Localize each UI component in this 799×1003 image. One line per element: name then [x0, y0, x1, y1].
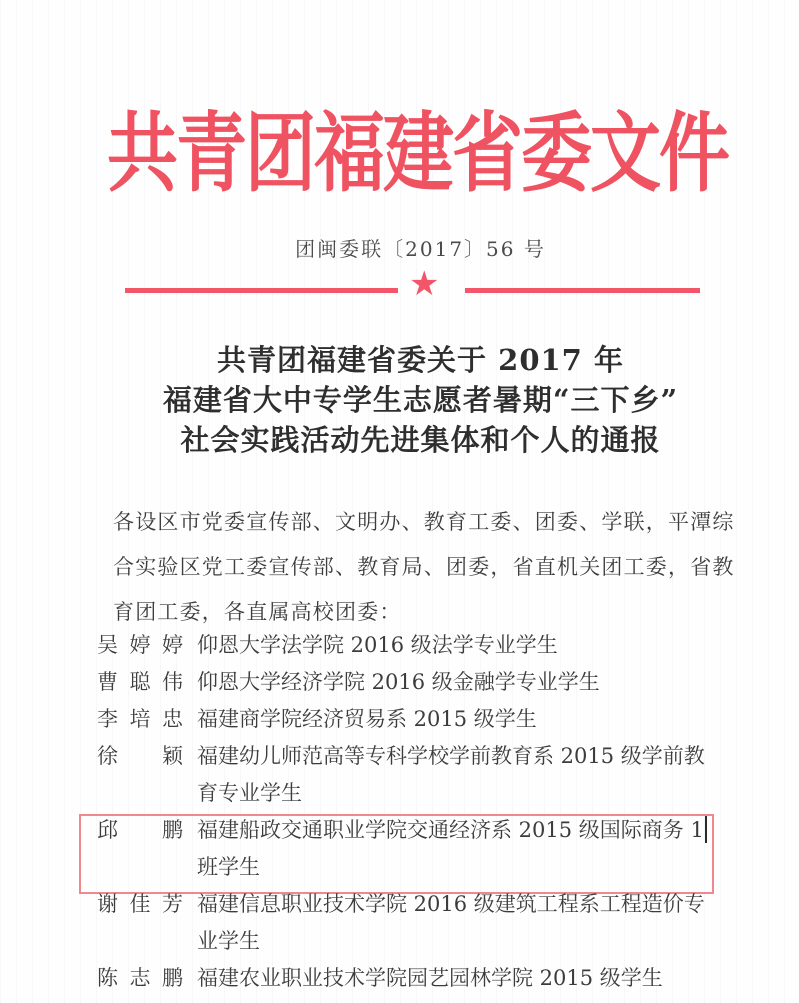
star-icon: ★ — [409, 264, 440, 304]
awardee-name: 谢佳芳 — [97, 892, 183, 916]
text-cursor-icon[interactable] — [705, 814, 707, 843]
desc-line: 仰恩大学法学院 2016 级法学专业学生 — [197, 633, 558, 657]
awardee-name: 陈志鹏 — [97, 966, 183, 990]
rule-line-right — [465, 288, 700, 293]
awardee-desc — [197, 738, 737, 812]
list-item — [97, 701, 742, 738]
desc-line: 班学生 — [197, 855, 260, 879]
doc-number-text: 团闽委联〔2017〕56 号 — [295, 237, 546, 261]
letterhead — [0, 84, 799, 204]
list-item — [97, 886, 742, 960]
list-item — [97, 627, 742, 664]
addressee-line: 育团工委，各直属高校团委： — [113, 600, 402, 624]
awardee-desc — [197, 886, 737, 960]
desc-line: 育专业学生 — [197, 781, 302, 805]
desc-line: 福建农业职业技术学院园艺园林学院 2015 级学生 — [197, 966, 663, 990]
awardee-desc — [197, 627, 737, 664]
document-title-line-3: 社会实践活动先进集体和个人的通报 — [180, 423, 661, 457]
doc-number — [0, 233, 799, 262]
desc-line: 福建幼儿师范高等专科学校学前教育系 2015 级学前教 — [197, 744, 705, 768]
awardee-name: 徐颖 — [97, 744, 183, 768]
desc-line: 业学生 — [197, 929, 260, 953]
awardee-name: 邱鹏 — [97, 818, 183, 842]
awardee-name: 吴婷婷 — [97, 633, 183, 657]
list-item — [97, 738, 742, 812]
awardee-desc — [197, 664, 737, 701]
rule-line-left — [125, 288, 398, 293]
awardee-desc — [197, 960, 737, 997]
awardee-desc — [197, 701, 737, 738]
document-title — [0, 340, 799, 460]
desc-line: 仰恩大学经济学院 2016 级金融学专业学生 — [197, 670, 600, 694]
addressee-line: 各设区市党委宣传部、文明办、教育工委、团委、学联，平潭综 — [113, 510, 735, 534]
document-title-line-2: 福建省大中专学生志愿者暑期“三下乡” — [162, 383, 679, 417]
addressee-line: 合实验区党工委宣传部、教育局、团委，省直机关团工委，省教 — [113, 555, 735, 579]
list-item-highlighted — [97, 812, 742, 886]
awardee-name: 曹聪伟 — [97, 670, 183, 694]
desc-line: 福建商学院经济贸易系 2015 级学生 — [197, 707, 537, 731]
list-item — [97, 664, 742, 701]
addressee-paragraph — [113, 500, 745, 635]
list-item — [97, 960, 742, 997]
desc-line-text: 福建船政交通职业学院交通经济系 2015 级国际商务 1 — [197, 818, 704, 842]
letterhead-title: 共青团福建省委文件 — [106, 101, 728, 204]
awardee-name: 李培忠 — [97, 707, 183, 731]
desc-line — [197, 812, 737, 849]
document-title-line-1: 共青团福建省委关于 2017 年 — [217, 343, 624, 377]
desc-line: 福建信息职业技术学院 2016 级建筑工程系工程造价专 — [197, 892, 705, 916]
awardee-list[interactable] — [97, 627, 742, 997]
awardee-desc — [197, 812, 737, 886]
